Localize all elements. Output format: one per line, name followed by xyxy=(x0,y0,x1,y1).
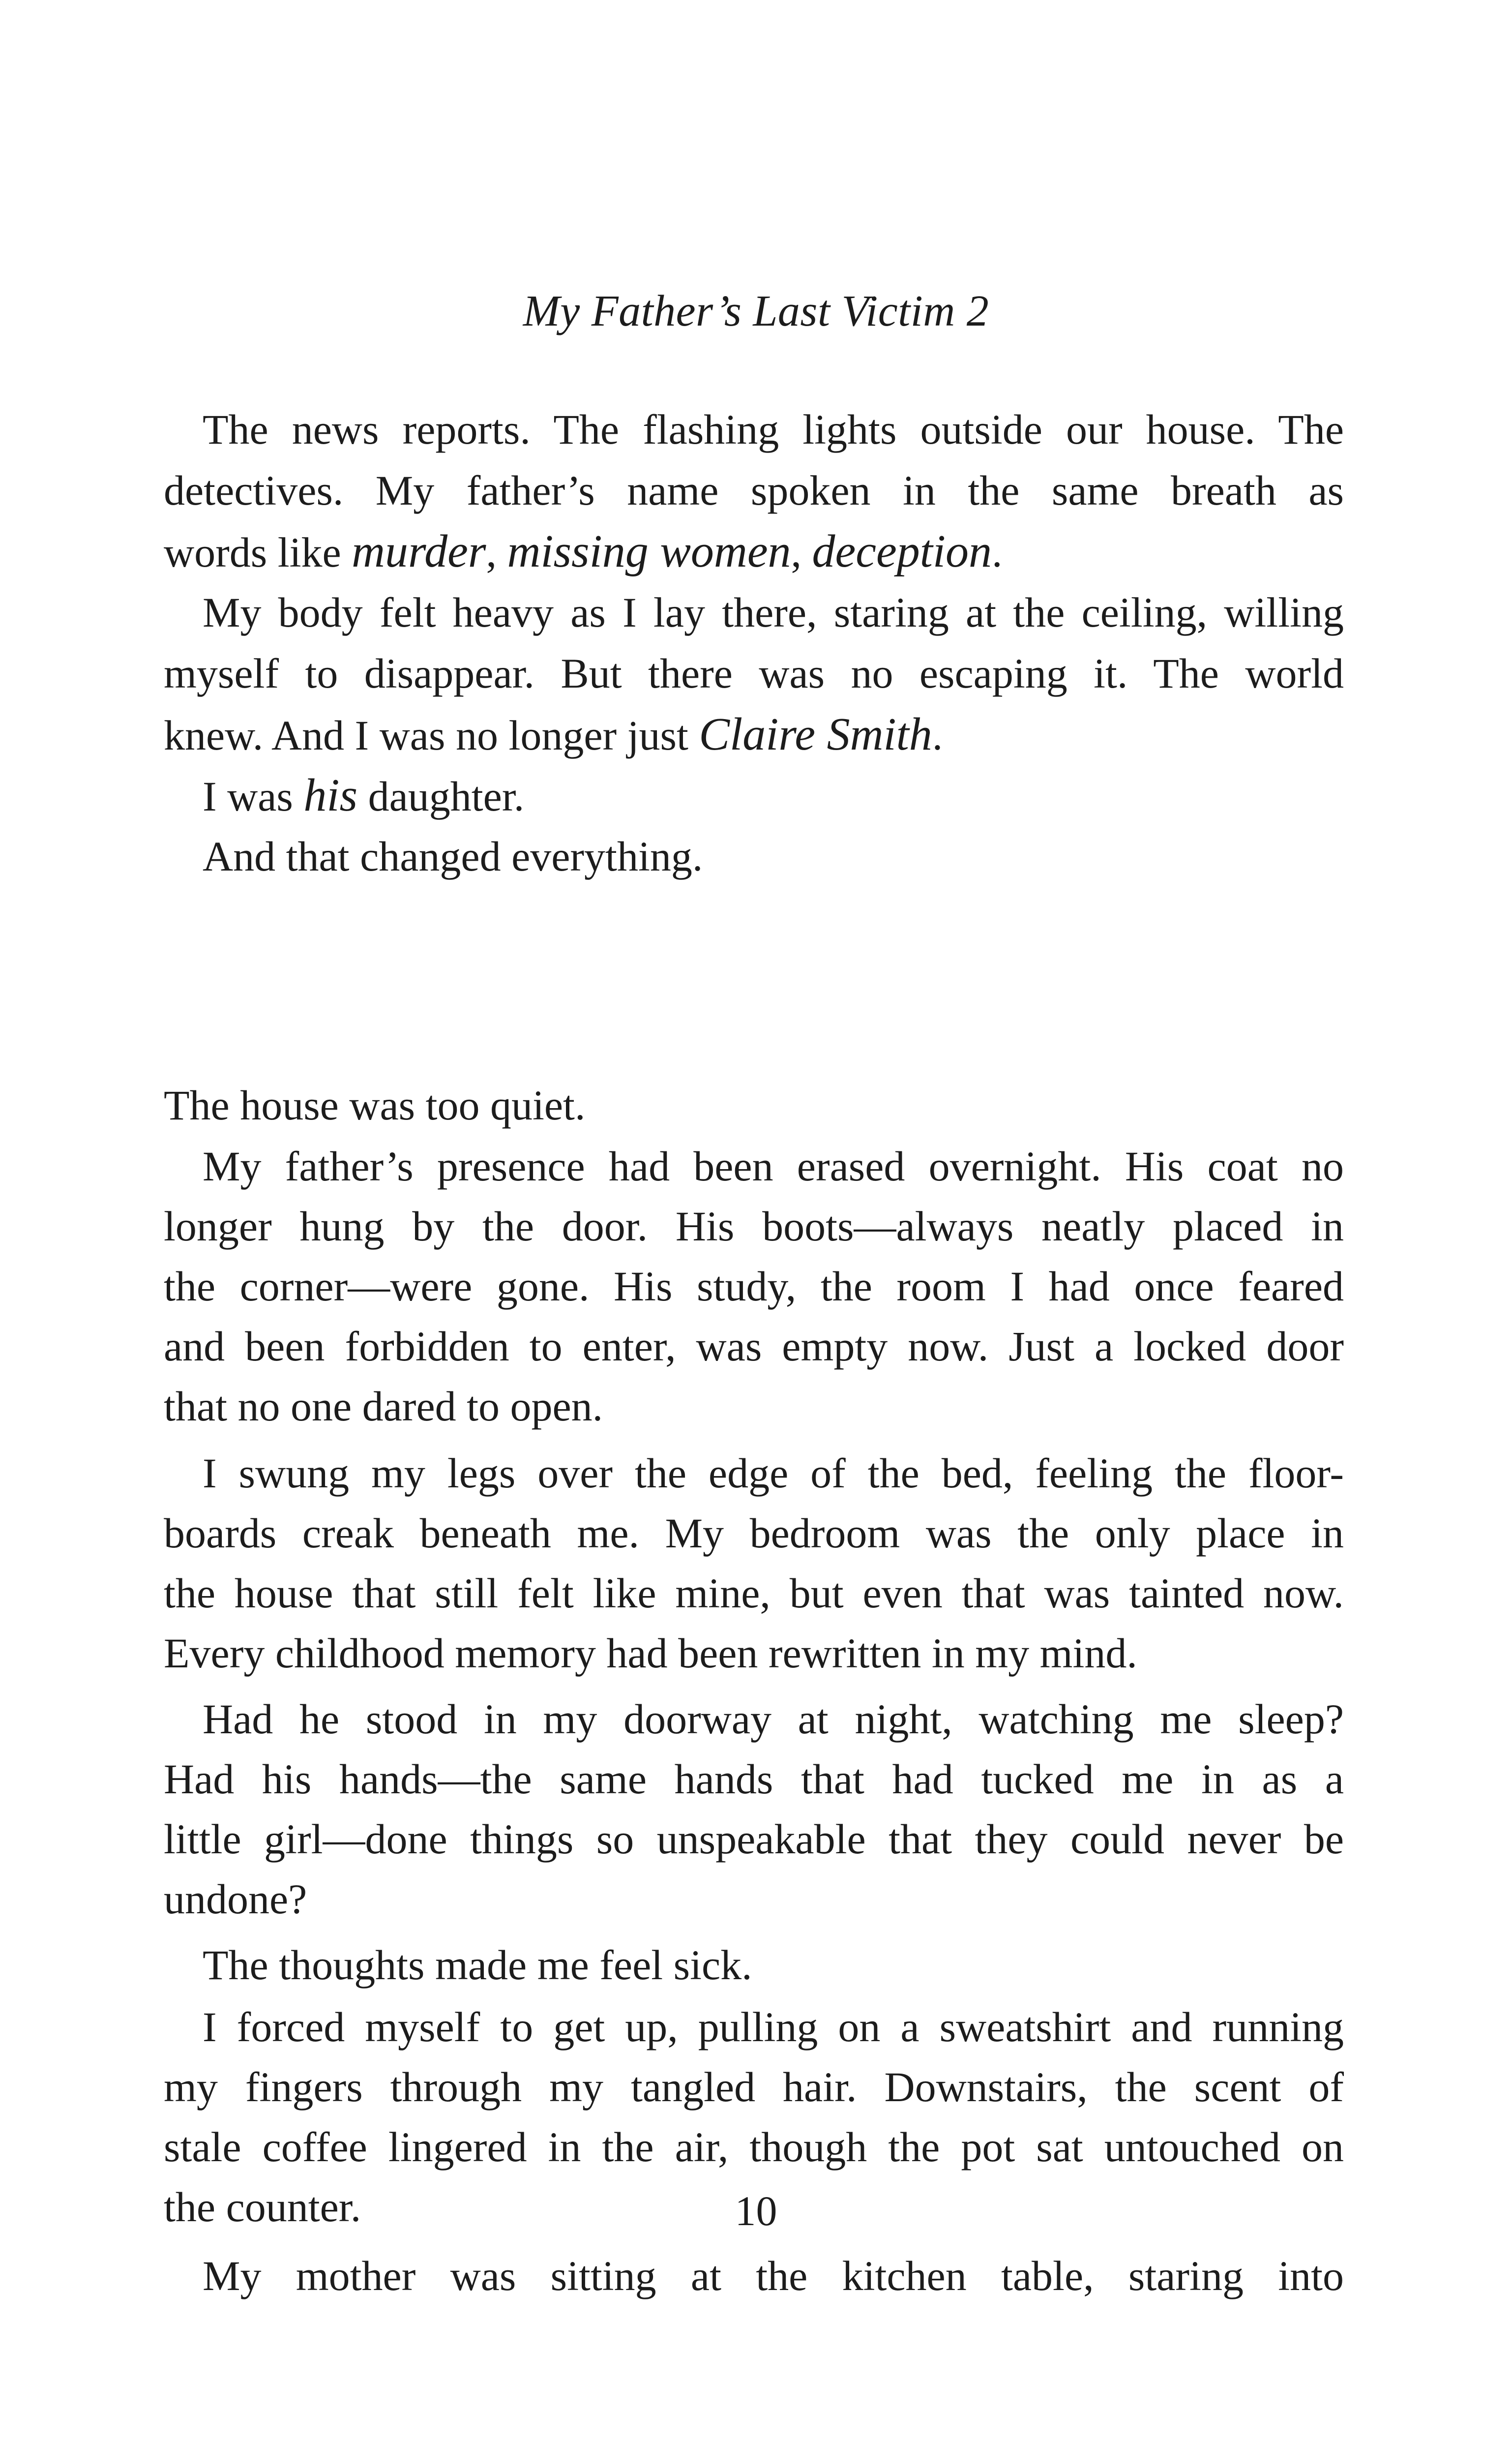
text-line: I forced myself to get up, pulling on a sweatshirt and running xyxy=(203,2003,1344,2051)
emphasis-text: his xyxy=(303,770,358,821)
emphasis-text: murder xyxy=(352,526,486,577)
text-line: Every childhood memory had been rewritten in my mind. xyxy=(164,1629,1137,1677)
text-span: knew. And I was no longer just xyxy=(164,712,699,759)
text-span: daughter. xyxy=(357,773,525,820)
running-head: My Father’s Last Victim 2 xyxy=(523,287,989,335)
text-line: detectives. My father’s name spoken in the same breath as xyxy=(164,467,1344,514)
text-span: , xyxy=(791,529,812,576)
emphasis-text: Claire Smith xyxy=(699,709,932,760)
text-line: the corner—were gone. His study, the room I had once feared xyxy=(164,1263,1344,1310)
text-line: the counter. xyxy=(164,2183,361,2231)
text-line: boards creak beneath me. My bedroom was the only place in xyxy=(164,1509,1344,1557)
text-line: undone? xyxy=(164,1875,307,1923)
text-line: I swung my legs over the edge of the bed, feeling the floor- xyxy=(203,1449,1344,1497)
text-line: My body felt heavy as I lay there, staring at the ceiling, willing xyxy=(203,589,1344,636)
text-line: stale coffee lingered in the air, though the pot sat untouched on xyxy=(164,2123,1344,2171)
text-span: . xyxy=(991,529,1003,576)
text-line: my fingers through my tangled hair. Downstairs, the scent of xyxy=(164,2063,1344,2111)
text-line: And that changed everything. xyxy=(203,833,703,880)
text-line: My mother was sitting at the kitchen table, staring into xyxy=(203,2252,1344,2299)
text-line: Had his hands—the same hands that had tucked me in as a xyxy=(164,1755,1344,1803)
text-span: . xyxy=(932,712,943,759)
text-line: longer hung by the door. His boots—always neatly placed in xyxy=(164,1203,1344,1250)
text-line: that no one dared to open. xyxy=(164,1383,603,1430)
text-line xyxy=(164,524,1344,579)
text-line: The house was too quiet. xyxy=(164,1082,586,1129)
text-line xyxy=(164,707,1344,762)
page-number: 10 xyxy=(735,2187,777,2234)
text-line: little girl—done things so unspeakable that they could never be xyxy=(164,1815,1344,1863)
text-line: and been forbidden to enter, was empty now. Just a locked door xyxy=(164,1323,1344,1370)
text-span: I was xyxy=(203,773,304,820)
text-line: The news reports. The flashing lights outside our house. The xyxy=(203,406,1344,453)
text-line: The thoughts made me feel sick. xyxy=(203,1941,752,1989)
emphasis-text: missing women xyxy=(507,526,791,577)
text-span: words like xyxy=(164,529,352,576)
text-line: Had he stood in my doorway at night, watching me sleep? xyxy=(203,1695,1344,1743)
emphasis-text: deception xyxy=(812,526,992,577)
text-line xyxy=(203,768,1344,823)
text-line: My father’s presence had been erased overnight. His coat no xyxy=(203,1143,1344,1190)
text-span: , xyxy=(486,529,507,576)
text-line: myself to disappear. But there was no escaping it. The world xyxy=(164,650,1344,697)
text-line: the house that still felt like mine, but even that was tainted now. xyxy=(164,1569,1344,1617)
